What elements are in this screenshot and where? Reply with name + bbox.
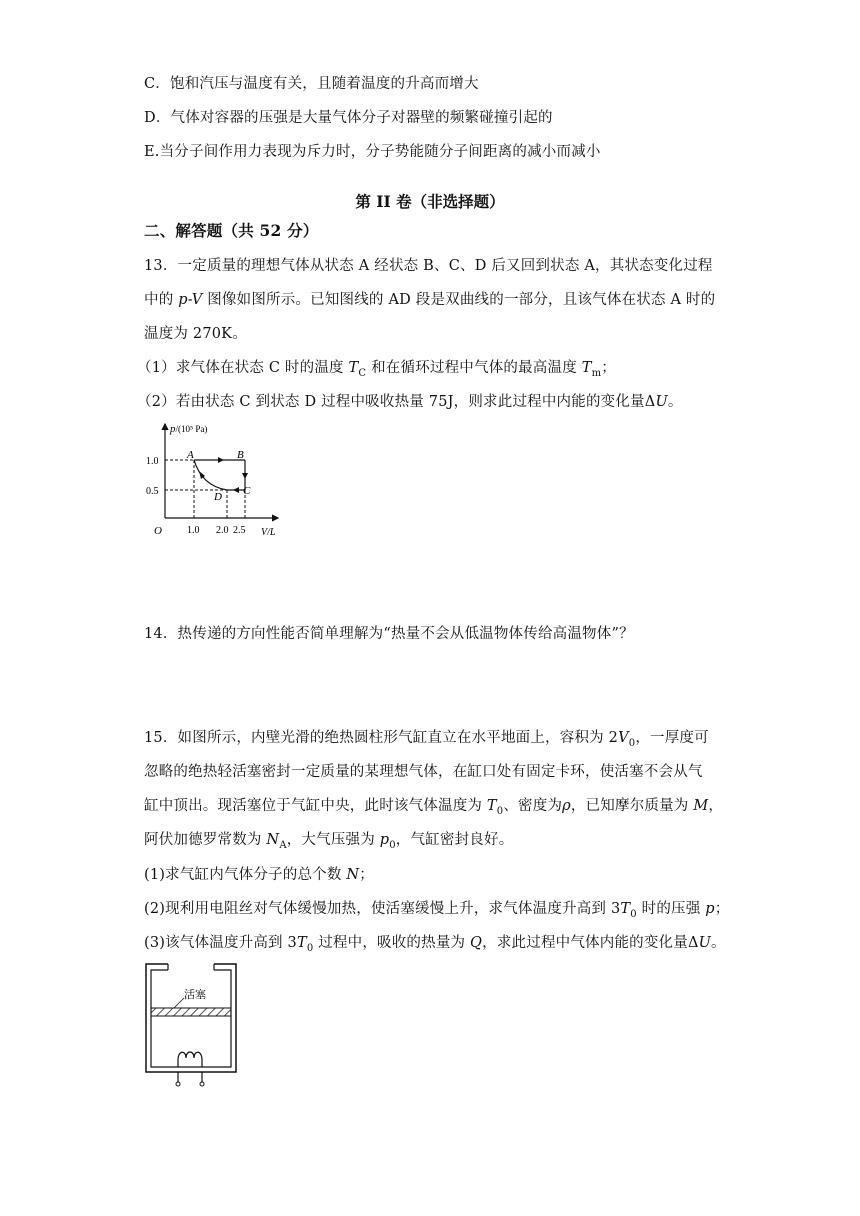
text-run: ； bbox=[714, 901, 730, 917]
text-run: (2)现利用电阻丝对气体缓慢加热，使活塞缓慢上升，求气体温度升高到 3 bbox=[144, 901, 621, 917]
point-b: B bbox=[237, 449, 244, 461]
subscript: 0 bbox=[630, 908, 637, 920]
subscript: 0 bbox=[628, 737, 636, 749]
subscript: 0 bbox=[306, 942, 314, 954]
subscript: m bbox=[591, 367, 602, 379]
q13-line3: 温度为 270K。 bbox=[144, 326, 247, 342]
q13-sub2 bbox=[137, 390, 683, 411]
option-c: C．饱和汽压与温度有关，且随着温度的升高而增大 bbox=[144, 76, 479, 92]
variable-t: T bbox=[296, 935, 307, 951]
text-run: 、密度为 bbox=[503, 798, 563, 814]
q15-sub3 bbox=[144, 931, 726, 954]
text-run: 缸中顶出。现活塞位于气缸中央，此时该气体温度为 bbox=[144, 798, 487, 814]
arrow-cd bbox=[233, 487, 239, 493]
text-run: ，大气压强为 bbox=[286, 832, 380, 848]
variable-p: p bbox=[379, 832, 390, 848]
text-run: ； bbox=[601, 360, 616, 376]
arrow-ab bbox=[218, 457, 224, 463]
piston-label-leader bbox=[174, 998, 184, 1008]
q15-line4 bbox=[144, 828, 513, 851]
text-run: ，一厚度可 bbox=[635, 730, 709, 746]
q13-line2 bbox=[144, 288, 715, 309]
text-run: ； bbox=[359, 867, 374, 883]
text-run: ， bbox=[708, 798, 724, 814]
text-run: 15．如图所示，内壁光滑的绝热圆柱形气缸直立在水平地面上，容积为 2 bbox=[144, 730, 619, 746]
variable-u: U bbox=[655, 394, 668, 410]
q13-sub1 bbox=[137, 356, 616, 379]
piston bbox=[151, 1008, 231, 1016]
terminal-left bbox=[176, 1082, 180, 1086]
q14-text: 14．热传递的方向性能否简单理解为“热量不会从低温物体传给高温物体”？ bbox=[144, 626, 634, 642]
ytick-05: 0.5 bbox=[146, 486, 159, 497]
arrow-bc bbox=[242, 473, 248, 479]
subscript: C bbox=[358, 367, 367, 379]
ylabel-var: p bbox=[170, 423, 176, 435]
variable-rho: ρ bbox=[562, 798, 571, 814]
text-run: 和在循环过程中气体的最高温度 bbox=[366, 360, 582, 376]
variable-m: M bbox=[693, 798, 709, 814]
text-run: 过程中，吸收的热量为 bbox=[313, 935, 471, 951]
subscript: 0 bbox=[389, 839, 396, 851]
q15-line1 bbox=[144, 726, 709, 749]
text-run: 图像如图所示。已知图线的 AD 段是双曲线的一部分，且该气体在状态 A 时的 bbox=[202, 292, 716, 308]
text-run: （1）求气体在状态 C 时的温度 bbox=[137, 360, 349, 376]
text-run: （2）若由状态 C 到状态 D 过程中吸收热量 75J，则求此过程中内能的变化量Δ bbox=[137, 394, 656, 410]
variable-t: T bbox=[486, 798, 497, 814]
ylabel-unit: /(10⁵ Pa) bbox=[175, 424, 208, 434]
subscript: 0 bbox=[496, 805, 504, 817]
variable-v: V bbox=[618, 730, 629, 746]
y-axis-label bbox=[169, 423, 207, 435]
q15-line2: 忽略的绝热轻活塞密封一定质量的某理想气体，在缸口处有固定卡环，使活塞不会从气 bbox=[144, 764, 703, 780]
part-heading: 二、解答题（共 52 分） bbox=[144, 221, 319, 240]
xtick-2: 2.0 bbox=[216, 525, 229, 536]
q13-line1: 13．一定质量的理想气体从状态 A 经状态 B、C、D 后又回到状态 A，其状态变化过程 bbox=[144, 258, 713, 274]
variable-n: N bbox=[266, 832, 280, 848]
xtick-1: 1.0 bbox=[187, 525, 200, 536]
text-run: ，气缸密封良好。 bbox=[395, 832, 514, 848]
point-c: C bbox=[243, 485, 251, 497]
cylinder-outer-wall bbox=[146, 964, 236, 1072]
terminal-right bbox=[200, 1082, 204, 1086]
text-run: 。 bbox=[667, 394, 683, 410]
text-run: 时的压强 bbox=[636, 901, 706, 917]
variable-q: Q bbox=[470, 935, 483, 951]
piston-label: 活塞 bbox=[184, 988, 206, 1001]
xtick-25: 2.5 bbox=[233, 525, 246, 536]
text-run: (1)求气缸内气体分子的总个数 bbox=[144, 867, 347, 883]
text-run: (3)该气体温度升高到 3 bbox=[144, 935, 297, 951]
point-d: D bbox=[214, 491, 222, 503]
q15-sub1 bbox=[144, 863, 374, 884]
text-run: 阿伏加德罗常数为 bbox=[144, 832, 267, 848]
text-run: 中的 bbox=[144, 292, 179, 308]
variable-pv: p-V bbox=[178, 292, 203, 308]
variable-p: p bbox=[705, 901, 715, 917]
variable-t: T bbox=[348, 360, 359, 376]
variable-t: T bbox=[620, 901, 631, 917]
x-axis-label: V/L bbox=[261, 527, 276, 538]
section-title: 第 II 卷（非选择题） bbox=[355, 192, 505, 211]
variable-n: N bbox=[346, 867, 360, 883]
option-d: D．气体对容器的压强是大量气体分子对器壁的频繁碰撞引起的 bbox=[144, 110, 553, 126]
q15-sub2 bbox=[144, 897, 729, 920]
pv-graph bbox=[146, 420, 290, 542]
path-da bbox=[194, 460, 227, 490]
variable-t: T bbox=[581, 360, 592, 376]
heating-coil bbox=[178, 1052, 202, 1067]
option-e: E.当分子间作用力表现为斥力时，分子势能随分子间距离的减小而减小 bbox=[144, 144, 601, 160]
text-run: 。 bbox=[711, 935, 726, 951]
point-a: A bbox=[187, 449, 194, 461]
text-run: ，已知摩尔质量为 bbox=[570, 798, 694, 814]
cylinder-figure bbox=[144, 960, 240, 1090]
variable-u: U bbox=[698, 935, 712, 951]
ytick-1: 1.0 bbox=[146, 456, 159, 467]
q15-line3 bbox=[144, 794, 723, 817]
text-run: ，求此过程中气体内能的变化量Δ bbox=[482, 935, 699, 951]
origin-label: O bbox=[154, 525, 162, 537]
subscript: A bbox=[279, 839, 287, 851]
